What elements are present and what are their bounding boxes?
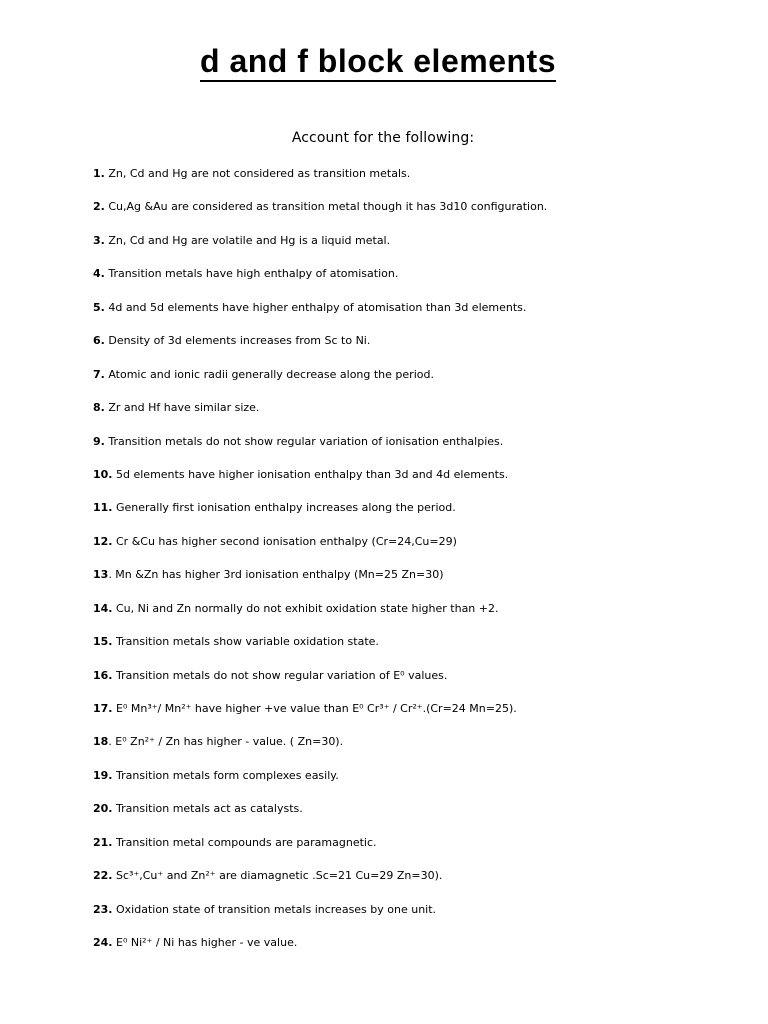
question-number: 11. bbox=[93, 501, 113, 515]
question-item bbox=[93, 901, 547, 934]
question-number: 7. bbox=[93, 367, 105, 381]
question-text: Transition metals form complexes easily. bbox=[116, 768, 339, 782]
question-number: 8. bbox=[93, 401, 105, 415]
question-item bbox=[93, 733, 547, 766]
question-number: 3. bbox=[93, 233, 105, 247]
question-text: Transition metals have high enthalpy of atomisation. bbox=[108, 267, 399, 281]
question-number: 9. bbox=[93, 434, 105, 448]
question-number: 15. bbox=[93, 635, 113, 649]
question-item bbox=[93, 800, 547, 833]
question-item bbox=[93, 165, 547, 198]
question-text: Transition metals act as catalysts. bbox=[116, 802, 303, 816]
question-number: 18 bbox=[93, 735, 109, 749]
question-item bbox=[93, 433, 547, 466]
question-text: Transition metals do not show regular variation of E⁰ values. bbox=[116, 668, 448, 682]
question-number: 13 bbox=[93, 568, 109, 582]
question-number: 5. bbox=[93, 300, 105, 314]
question-number: 24. bbox=[93, 936, 113, 950]
question-item bbox=[93, 399, 547, 432]
question-item bbox=[93, 299, 547, 332]
question-text: Zn, Cd and Hg are volatile and Hg is a liquid metal. bbox=[108, 233, 391, 247]
question-item bbox=[93, 633, 547, 666]
question-number: 19. bbox=[93, 768, 113, 782]
question-item bbox=[93, 198, 547, 231]
question-text: Transition metals do not show regular variation of ionisation enthalpies. bbox=[108, 434, 504, 448]
question-item bbox=[93, 232, 547, 265]
question-number: 14. bbox=[93, 601, 113, 615]
question-text: E⁰ Ni²⁺ / Ni has higher - ve value. bbox=[116, 936, 298, 950]
question-text: Sc³⁺,Cu⁺ and Zn²⁺ are diamagnetic .Sc=21 Cu=29 Zn=30). bbox=[116, 869, 443, 883]
question-text: Cu,Ag &Au are considered as transition metal though it has 3d10 configuration. bbox=[108, 200, 548, 214]
question-item bbox=[93, 533, 547, 566]
question-number: 22. bbox=[93, 869, 113, 883]
question-number: 16. bbox=[93, 668, 113, 682]
question-item bbox=[93, 366, 547, 399]
question-number: 2. bbox=[93, 200, 105, 214]
question-item bbox=[93, 667, 547, 700]
question-item bbox=[93, 700, 547, 733]
question-number: 12. bbox=[93, 534, 113, 548]
question-number: 6. bbox=[93, 334, 105, 348]
question-item bbox=[93, 834, 547, 867]
question-item bbox=[93, 466, 547, 499]
page-title bbox=[0, 40, 756, 82]
question-text: Zn, Cd and Hg are not considered as transition metals. bbox=[108, 167, 411, 180]
question-text: 5d elements have higher ionisation enthalpy than 3d and 4d elements. bbox=[116, 467, 509, 481]
question-text: . E⁰ Zn²⁺ / Zn has higher - value. ( Zn=30). bbox=[108, 735, 344, 749]
section-subtitle: Account for the following: bbox=[291, 130, 475, 146]
question-number: 20. bbox=[93, 802, 113, 816]
question-number: 21. bbox=[93, 835, 113, 849]
question-text: Cr &Cu has higher second ionisation enthalpy (Cr=24,Cu=29) bbox=[116, 534, 457, 548]
question-text: Transition metal compounds are paramagnetic. bbox=[116, 835, 377, 849]
page-title-text: d and f block elements bbox=[200, 43, 556, 82]
question-text: Transition metals show variable oxidation state. bbox=[116, 635, 379, 649]
question-number: 4. bbox=[93, 267, 105, 281]
question-text: . Mn &Zn has higher 3rd ionisation enthalpy (Mn=25 Zn=30) bbox=[108, 568, 444, 582]
question-text: Cu, Ni and Zn normally do not exhibit oxidation state higher than +2. bbox=[116, 601, 499, 615]
question-number: 10. bbox=[93, 467, 113, 481]
question-text: Density of 3d elements increases from Sc to Ni. bbox=[108, 334, 371, 348]
question-number: 1. bbox=[93, 167, 105, 180]
question-list bbox=[93, 165, 547, 968]
question-text: E⁰ Mn³⁺/ Mn²⁺ have higher +ve value than E⁰ Cr³⁺ / Cr²⁺.(Cr=24 Mn=25). bbox=[116, 702, 517, 715]
question-number: 17. bbox=[93, 702, 113, 715]
question-item bbox=[93, 499, 547, 532]
question-text: Oxidation state of transition metals increases by one unit. bbox=[116, 902, 437, 916]
question-item bbox=[93, 767, 547, 800]
question-item bbox=[93, 600, 547, 633]
question-item bbox=[93, 566, 547, 599]
question-item bbox=[93, 867, 547, 900]
question-text: Atomic and ionic radii generally decrease along the period. bbox=[108, 367, 434, 381]
question-text: Generally first ionisation enthalpy increases along the period. bbox=[116, 501, 456, 515]
question-item bbox=[93, 265, 547, 298]
question-number: 23. bbox=[93, 902, 113, 916]
question-text: 4d and 5d elements have higher enthalpy of atomisation than 3d elements. bbox=[108, 300, 527, 314]
question-item bbox=[93, 934, 547, 967]
question-text: Zr and Hf have similar size. bbox=[108, 401, 260, 415]
question-item bbox=[93, 332, 547, 365]
